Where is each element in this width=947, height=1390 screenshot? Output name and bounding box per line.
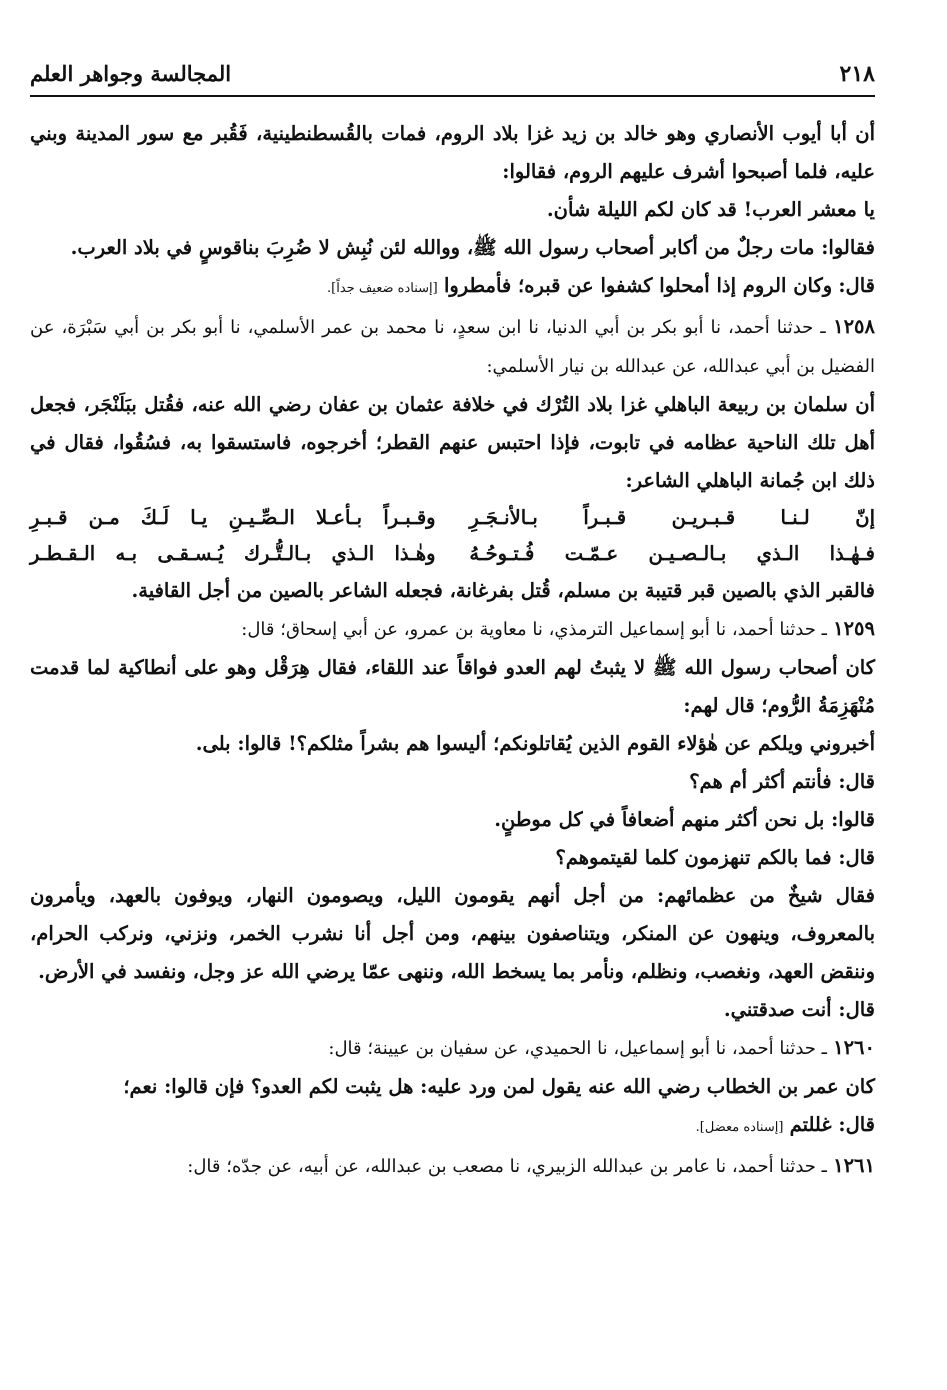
hadith-number: ١٢٥٩ [833,617,875,640]
poem-verse [30,500,875,536]
hadith-1260-matn: كان عمر بن الخطاب رضي الله عنه يقول لمن ورد عليه: هل يثبت لكم العدو؟ فإن قالوا: نعم؛ [123,1075,875,1098]
hadith-1260-end [30,1106,875,1147]
isnad-text: ـ حدثنا أحمد، نا أبو إسماعيل، نا الحميدي، عن سفيان بن عيينة؛ قال: [328,1038,827,1059]
dialogue-line: فقال شيخٌ من عظمائهم: من أجل أنهم يقومون الليل، ويصومون النهار، ويوفون بالعهد، ويأمرون بالمعروف، وينهون عن المنكر، ويتناصفون بينهم، ومن أجل أنا نشرب الخمر، ونزني، ونركب الحرام، وننقض العهد، ونغصب، ونظلم، ونأمر بما يسخط الله، وننهى عمّا يرضي الله عز وجل، ونفسد في الأرض. [30,884,875,983]
isnad-grade-note: [إسناده معضل]. [695,1120,784,1135]
dialogue-line: قال: فما بالكم تنهزمون كلما لقيتموهم؟ [555,846,875,869]
hadith-number: ١٢٥٨ [833,315,875,338]
matn-text: قال: غللتم [789,1113,875,1136]
hadith-1261-isnad [30,1147,875,1186]
verse-first-hemistich: فـهٰـذا الـذي بـالـصـيـن عـمّـت فُـتـوحُـهُ [469,542,875,565]
hadith-1257-end [30,267,875,308]
hadith-number: ١٢٦٠ [833,1036,875,1059]
hadith-1258-isnad [30,308,875,386]
isnad-text: ـ حدثنا أحمد، نا أبو بكر بن أبي الدنيا، نا ابن سعدٍ، نا محمد بن عمر الأسلمي، نا أبو بكر بن أبي سَبْرَة، عن الفضيل بن أبي عبدالله، عن عبدالله بن نيار الأسلمي: [30,317,875,377]
paragraph: يا معشر العرب! قد كان لكم الليلة شأن. [546,198,875,221]
said-label: قال: [838,274,875,297]
hadith-1258-matn: أن سلمان بن ربيعة الباهلي غزا بلاد التُرْك في خلافة عثمان بن عفان رضي الله عنه، فقُتل ببَلَنْجَر، فجعل أهل تلك الناحية عظامه في تابوت، فإذا احتبس عنهم القطر؛ أخرجوه، فاستسقوا به، فسُقُوا، فقال في ذلك ابن جُمانة الباهلي الشاعر: [30,393,875,492]
dialogue-line: أخبروني ويلكم عن هٰؤلاء القوم الذين يُقاتلونكم؛ أليسوا هم بشراً مثلكم؟! قالوا: بلى. [195,732,875,755]
hadith-1259-matn: كان أصحاب رسول الله ﷺ لا يثبتُ لهم العدو فواقاً عند اللقاء، فقال هِرَقْل وهو على أنطاكية لما قدمت مُنْهَزِمَةُ الرُّوم؛ قال لهم: [30,656,875,717]
page-number: ٢١٨ [839,61,875,87]
paragraph: فقالوا: مات رجلٌ من أكابر أصحاب رسول الله ﷺ، ووالله لئن نُبِش لا ضُرِبَ بناقوسٍ في بلاد العرب. [70,236,875,259]
hadith-1259-isnad [30,610,875,649]
dialogue-line: قالوا: بل نحن أكثر منهم أضعافاً في كل موطنٍ. [494,808,875,831]
book-page [30,55,875,1186]
verse-second-hemistich: وقـبـراً بـأعـلا الـصِّـيـنِ يـا لَـكَ مـن قـبـرِ [30,506,436,529]
book-title: المجالسة وجواهر العلم [30,61,232,86]
dialogue-line: قال: أنت صدقتني. [723,998,875,1021]
hadith-1260-isnad [30,1029,875,1068]
paragraph: أن أبا أيوب الأنصاري وهو خالد بن زيد غزا بلاد الروم، فمات بالقُسطنطينية، فَقُبر مع سور المدينة وبني عليه، فلما أصبحوا أشرف عليهم الروم، فقالوا: [30,122,875,183]
verse-commentary: فالقبر الذي بالصين قبر قتيبة بن مسلم، قُتل بفرغانة، فجعله الشاعر بالصين من أجل القافية. [131,579,875,602]
poem-verse [30,536,875,572]
isnad-text: ـ حدثنا أحمد، نا أبو إسماعيل الترمذي، نا معاوية بن عمرو، عن أبي إسحاق؛ قال: [241,619,827,640]
isnad-grade-note: [إسناده ضعيف جداً]. [327,281,438,296]
matn-text: وكان الروم إذا أمحلوا كشفوا عن قبره؛ فأمطروا [443,274,833,297]
page-header [30,55,875,97]
hadith-number: ١٢٦١ [833,1154,875,1177]
dialogue-line: قال: فأنتم أكثر أم هم؟ [689,770,875,793]
page-content [30,115,875,1186]
verse-first-hemistich: إنّ لـنـا قـبـريـن قـبـراً بـالأنـجَـرِ [469,506,875,529]
isnad-text: ـ حدثنا أحمد، نا عامر بن عبدالله الزبيري، نا مصعب بن عبدالله، عن أبيه، عن جدّه؛ قال: [187,1156,827,1177]
verse-second-hemistich: وهٰـذا الـذي بـالـتُّـرك يُـسـقـى بـه الـقـطـر [30,542,436,565]
